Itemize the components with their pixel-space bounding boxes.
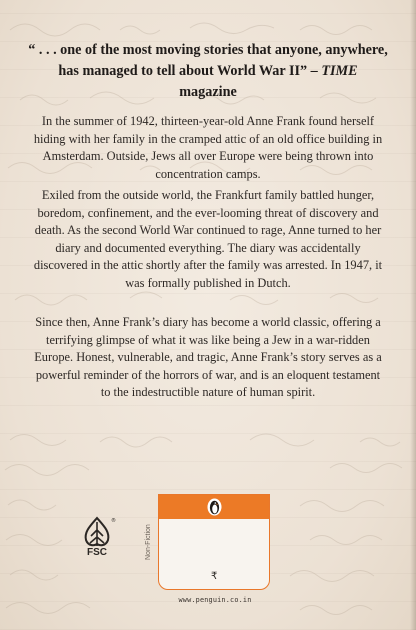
fsc-tree-icon: [78, 516, 116, 568]
sticker-header: [159, 495, 269, 519]
price-currency: ₹: [211, 571, 218, 582]
category-label: Non-Fiction: [145, 524, 152, 560]
penguin-logo-icon: [207, 498, 222, 516]
fsc-label: FSC: [87, 547, 107, 558]
blurb-paragraph-1: In the summer of 1942, thirteen-year-old Anne Frank found herself hiding with her family in the cramped attic of an old office building in Amsterdam. Outside, Jews all over Europe were being thrown into concentration camps.: [33, 114, 383, 181]
blurb-paragraph-2: Exiled from the outside world, the Frankfurt family battled hunger, boredom, confinement, and the ever-looming threat of discovery and death. As the second World War continued to rage, Anne turned to her diary and documented everything. The diary was accidentally discovered in the attic shortly after the family was arrested. In 1947, it was formally published in Dutch.: [33, 188, 383, 290]
publisher-url: www.penguin.co.in: [178, 596, 252, 604]
cover-spine-edge: [410, 0, 416, 630]
price-sticker: [158, 494, 270, 590]
review-quote: “ . . . one of the most moving stories that anyone, anywhere, has managed to tell about World War II” – TIME magazine: [28, 42, 388, 100]
fsc-registered-mark: ®: [111, 518, 116, 524]
blurb-paragraph-3: Since then, Anne Frank’s diary has become a world classic, offering a terrifying glimpse of what it was like being a Jew in a war-ridden Europe. Honest, vulnerable, and tragic, Anne Frank’s story serves as a powerful reminder of the horrors of war, and is an eloquent testament to the indestructible nature of human spirit.: [34, 315, 382, 400]
quote-source: TIME: [321, 63, 358, 79]
